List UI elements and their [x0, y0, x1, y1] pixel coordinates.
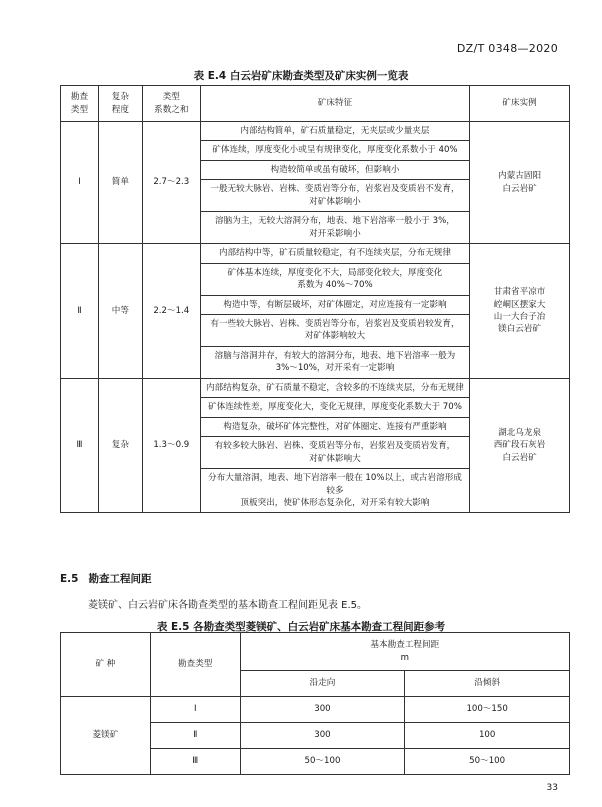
feature-cell: 构造中等，有断层破坏，对矿体圈定，对应连接有一定影响: [200, 295, 469, 314]
feature-cell: 构造较简单或虽有破坏，但影响小: [200, 160, 469, 179]
feature-cell: 分布大量溶洞，地表、地下岩溶率一般在 10%以上，或古岩溶形成较多 顶板突出，使矿体形态复杂化，对开采有较大影响: [200, 469, 469, 513]
dip-cell: 100: [405, 723, 570, 749]
complexity-cell: 复杂: [98, 378, 142, 513]
complexity-cell: 中等: [98, 244, 142, 379]
exploration-type-cell: Ⅱ: [61, 244, 99, 379]
feature-cell: 内部结构复杂，矿石质量不稳定，含较多的不连续夹层，分布无规律: [200, 378, 469, 397]
table-e4-header-row: [61, 86, 570, 122]
feature-cell: 矿体连续，厚度变化小或呈有规律变化，厚度变化系数小于 40%: [200, 141, 469, 160]
header-type: 勘查 类型: [61, 86, 99, 122]
example-cell: 内蒙古固阳 白云岩矿: [470, 122, 570, 244]
header-mineral: 矿 种: [61, 633, 151, 697]
section-number: E.5: [60, 573, 79, 585]
strike-cell: 50～100: [240, 749, 405, 775]
type-cell: Ⅱ: [150, 723, 240, 749]
header-dip: 沿倾斜: [405, 671, 570, 697]
feature-cell: 有一些较大脉岩、岩株、变质岩等分布，岩浆岩及变质岩较发育， 对矿体影响较大: [200, 314, 469, 346]
table-e4-body: [61, 122, 570, 513]
header-strike: 沿走向: [240, 671, 405, 697]
strike-cell: 300: [240, 697, 405, 723]
header-examples: 矿床实例: [470, 86, 570, 122]
section-e5-heading: [60, 571, 151, 586]
coef-sum-cell: 1.3～0.9: [142, 378, 200, 513]
header-spacing: [240, 633, 569, 671]
table-e4: [60, 85, 570, 513]
coef-sum-cell: 2.2～1.4: [142, 244, 200, 379]
type-cell: Ⅰ: [150, 697, 240, 723]
table-e4-caption: 表 E.4 白云岩矿床勘查类型及矿床实例一览表: [193, 70, 409, 82]
section-e5-paragraph: 菱镁矿、白云岩矿床各勘查类型的基本勘查工程间距见表 E.5。: [88, 600, 368, 611]
feature-cell: 内部结构简单，矿石质量稳定，无夹层或少量夹层: [200, 122, 469, 141]
feature-cell: 溶脑与溶洞并存，有较大的溶洞分布，地表、地下岩溶率一般为 3%～10%，对开采有一定影响: [200, 346, 469, 378]
exploration-type-cell: Ⅰ: [61, 122, 99, 244]
example-cell: 湖北乌龙泉 西矿段石灰岩 白云岩矿: [470, 378, 570, 513]
type-cell: Ⅲ: [150, 749, 240, 775]
page-number: 33: [546, 783, 558, 793]
dip-cell: 50～100: [405, 749, 570, 775]
table-e5-header-row-1: [61, 633, 570, 671]
feature-cell: 内部结构中等，矿石质量较稳定，有不连续夹层，分布无规律: [200, 244, 469, 263]
mineral-cell: 菱镁矿: [61, 697, 151, 775]
feature-cell: 一般无较大脉岩、岩株、变质岩等分布，岩浆岩及变质岩不发育， 对矿体影响小: [200, 180, 469, 212]
table-e5-caption: 表 E.5 各勘查类型菱镁矿、白云岩矿床基本勘查工程间距参考: [156, 621, 446, 633]
header-spacing-label: 基本勘查工程间距: [370, 640, 440, 651]
table-e5: [60, 632, 570, 775]
strike-cell: 300: [240, 723, 405, 749]
header-exploration-type: 勘查类型: [150, 633, 240, 697]
header-complexity: 复杂 程度: [98, 86, 142, 122]
coef-sum-cell: 2.7～2.3: [142, 122, 200, 244]
header-features: 矿床特征: [200, 86, 469, 122]
header-spacing-unit: m: [400, 652, 409, 663]
table-row: [61, 378, 570, 397]
table-e5-body: [61, 697, 570, 775]
section-title: 勘查工程间距: [88, 573, 152, 585]
exploration-type-cell: Ⅲ: [61, 378, 99, 513]
table-row: [61, 122, 570, 141]
feature-cell: 有较多较大脉岩、岩株、变质岩等分布，岩浆岩及变质岩发育， 对矿体影响大: [200, 437, 469, 469]
complexity-cell: 简单: [98, 122, 142, 244]
feature-cell: 矿体连续性差，厚度变化大，变化无规律，厚度变化系数大于 70%: [200, 398, 469, 417]
header-coef-sum: 类型 系数之和: [142, 86, 200, 122]
example-cell: 甘肃省平凉市 崆峒区摆家大 山一大台子冶 镁白云岩矿: [470, 244, 570, 379]
standard-code: DZ/T 0348—2020: [456, 42, 558, 55]
feature-cell: 溶脑为主，无较大溶洞分布，地表、地下岩溶率一般小于 3%， 对开采影响小: [200, 212, 469, 244]
dip-cell: 100～150: [405, 697, 570, 723]
table-row: [61, 697, 570, 723]
feature-cell: 构造复杂，破坏矿体完整性，对矿体圈定、连接有严重影响: [200, 417, 469, 436]
table-row: [61, 244, 570, 263]
feature-cell: 矿体基本连续，厚度变化不大，局部变化较大，厚度变化 系数为 40%～70%: [200, 263, 469, 295]
